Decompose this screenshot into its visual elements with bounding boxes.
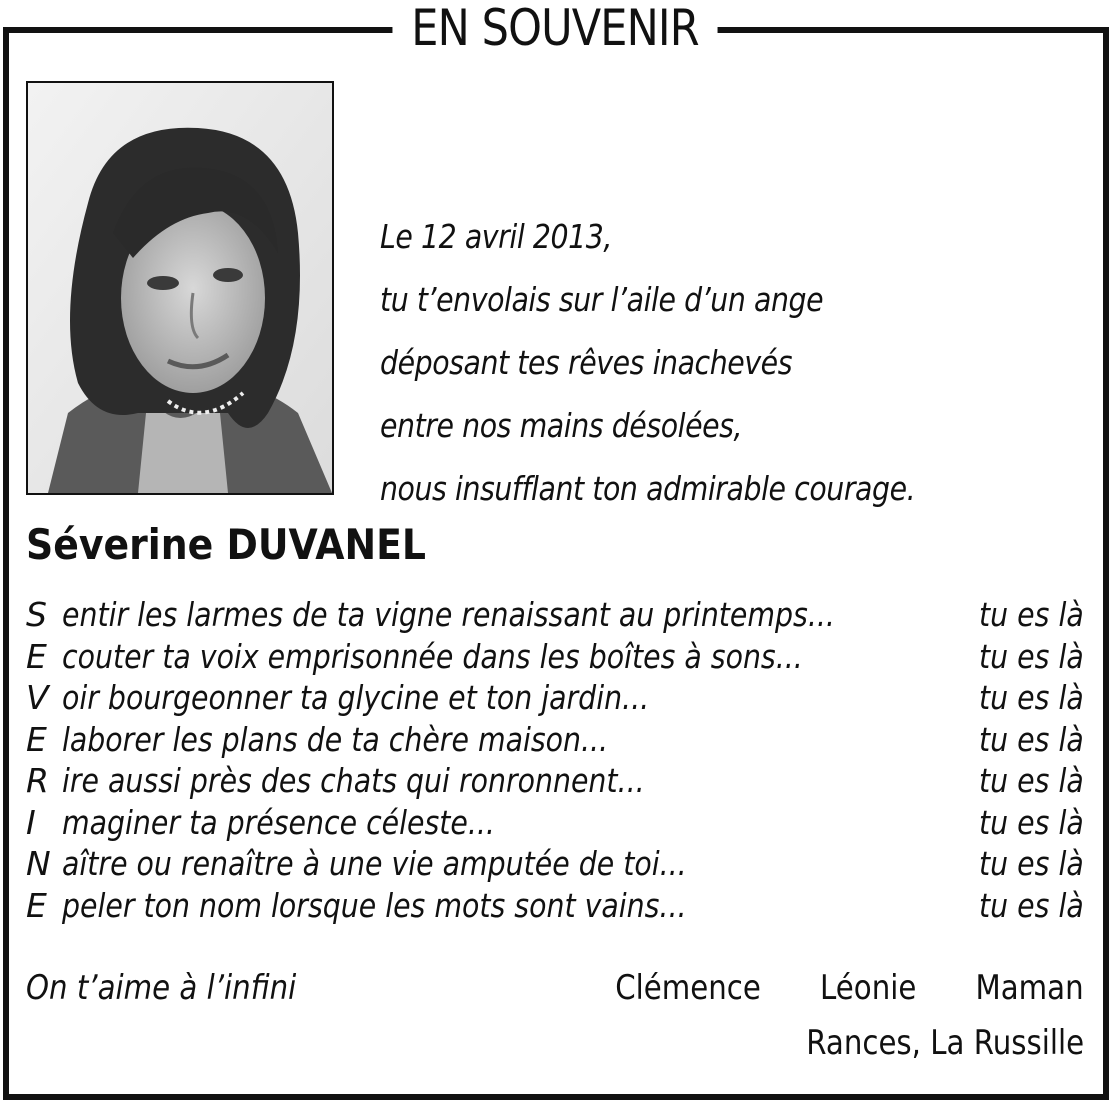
acrostic-text: peler ton nom lorsque les mots sont vains... xyxy=(62,885,687,925)
acrostic-line xyxy=(26,760,1084,802)
portrait-photo xyxy=(26,81,334,495)
acrostic-line xyxy=(26,594,1084,636)
intro-line: Le 12 avril 2013, xyxy=(380,217,613,256)
acrostic-line xyxy=(26,636,1084,678)
page-title xyxy=(78,0,1033,56)
signatory-name: Clémence xyxy=(615,968,762,1008)
acrostic-line xyxy=(26,885,1084,927)
signatory-name: Léonie xyxy=(820,968,917,1008)
closing-line: On t’aime à l’infini xyxy=(26,968,297,1008)
portrait-icon xyxy=(28,83,332,493)
acrostic-text: laborer les plans de ta chère maison... xyxy=(62,719,609,759)
acrostic-refrain: tu es là xyxy=(979,761,1084,800)
intro-line: tu t’envolais sur l’aile d’un ange xyxy=(380,280,824,319)
acrostic-letter: S xyxy=(26,595,47,634)
acrostic-letter: V xyxy=(26,678,49,717)
acrostic-text: couter ta voix emprisonnée dans les boîtes à sons... xyxy=(62,636,803,676)
acrostic-text: ire aussi près des chats qui ronronnent... xyxy=(62,761,645,800)
acrostic-refrain: tu es là xyxy=(979,802,1084,842)
acrostic-refrain: tu es là xyxy=(979,719,1084,759)
acrostic-poem xyxy=(26,594,1084,926)
acrostic-line xyxy=(26,719,1084,761)
acrostic-letter: I xyxy=(26,802,36,842)
acrostic-refrain: tu es là xyxy=(979,678,1084,717)
acrostic-letter: E xyxy=(26,636,47,676)
acrostic-refrain: tu es là xyxy=(979,595,1084,634)
acrostic-text: maginer ta présence céleste... xyxy=(62,802,495,842)
page-title-text: EN SOUVENIR xyxy=(392,0,717,57)
acrostic-text: entir les larmes de ta vigne renaissant au printemps... xyxy=(62,595,835,634)
acrostic-refrain: tu es là xyxy=(979,885,1084,925)
acrostic-line xyxy=(26,677,1084,719)
place-line: Rances, La Russille xyxy=(806,1023,1084,1063)
acrostic-text: aître ou renaître à une vie amputée de toi... xyxy=(62,844,687,883)
signatories xyxy=(566,966,1084,1010)
acrostic-line xyxy=(26,843,1084,885)
acrostic-letter: E xyxy=(26,719,47,759)
intro-line: déposant tes rêves inachevés xyxy=(380,343,793,382)
intro-line: nous insufflant ton admirable courage. xyxy=(380,469,916,508)
acrostic-letter: R xyxy=(26,761,49,800)
acrostic-refrain: tu es là xyxy=(979,844,1084,883)
intro-verse xyxy=(380,205,982,520)
acrostic-refrain: tu es là xyxy=(979,636,1084,676)
intro-line: entre nos mains désolées, xyxy=(380,406,743,445)
acrostic-line xyxy=(26,802,1084,844)
acrostic-letter: E xyxy=(26,885,47,925)
deceased-name: Séverine DUVANEL xyxy=(26,520,427,569)
signatory-name: Maman xyxy=(975,968,1084,1008)
acrostic-letter: N xyxy=(26,844,51,883)
acrostic-text: oir bourgeonner ta glycine et ton jardin... xyxy=(62,678,650,717)
